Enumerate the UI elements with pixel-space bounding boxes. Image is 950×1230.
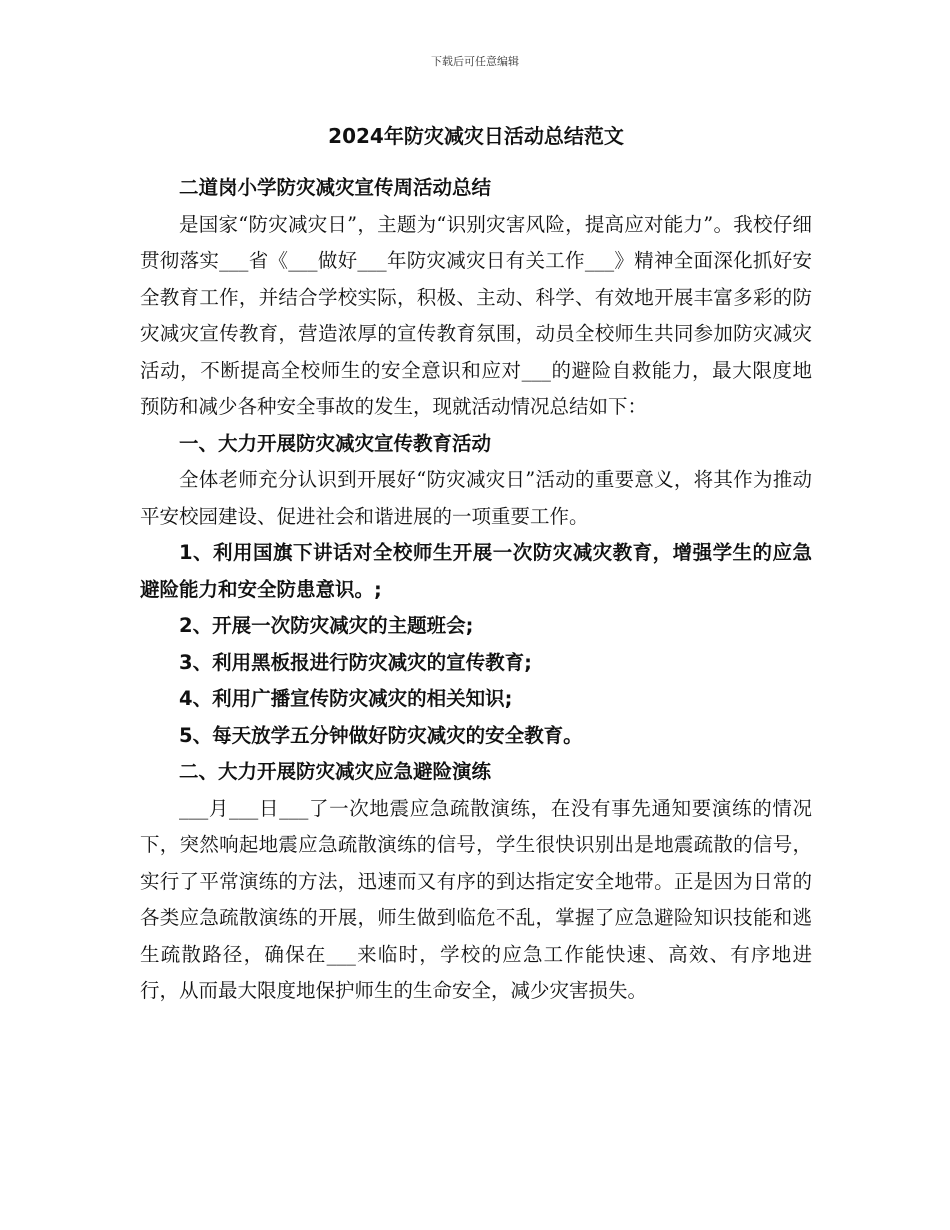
section1-item-1: 1、利用国旗下讲话对全校师生开展一次防灾减灾教育，增强学生的应急避险能力和安全防患意识。; — [140, 541, 812, 601]
section1-item-4: 4、利用广播宣传防灾减灾的相关知识; — [179, 687, 513, 710]
intro-paragraph: 是国家“防灾减灾日”，主题为“识别灾害风险，提高应对能力”。我校仔细贯彻落实___省《___做好___年防灾减灾日有关工作___》精神全面深化抓好安全教育工作，并结合学校实际，积极、主动、科学、有效地开展丰富多彩的防灾减灾宣传教育，营造浓厚的宣传教育氛围，动员全校师生共同参加防灾减灾活动，不断提高全校师生的安全意识和应对___的避险自救能力，最大限度地预防和减少各种安全事故的发生，现就活动情况总结如下： — [140, 212, 812, 418]
subtitle: 二道岗小学防灾减灾宣传周活动总结 — [179, 176, 492, 199]
section2-paragraph: ___月___日___了一次地震应急疏散演练，在没有事先通知要演练的情况下，突然响起地震应急疏散演练的信号，学生很快识别出是地震疏散的信号，实行了平常演练的方法，迅速而又有序的到达指定安全地带。正是因为日常的各类应急疏散演练的开展，师生做到临危不乱，掌握了应急避险知识技能和逃生疏散路径，确保在___来临时，学校的应急工作能快速、高效、有序地进行，从而最大限度地保护师生的生命安全，减少灾害损失。 — [140, 796, 812, 1002]
header-note: 下载后可任意编辑 — [431, 55, 519, 68]
section2-heading: 二、大力开展防灾减灾应急避险演练 — [179, 760, 492, 783]
document-body — [140, 118, 812, 1010]
section1-paragraph: 全体老师充分认识到开展好“防灾减灾日”活动的重要意义，将其作为推动平安校园建设、促进社会和谐进展的一项重要工作。 — [140, 468, 812, 528]
section1-item-3: 3、利用黑板报进行防灾减灾的宣传教育; — [179, 650, 532, 674]
section1-item-2: 2、开展一次防灾减灾的主题班会; — [179, 614, 474, 637]
section1-item-5: 5、每天放学五分钟做好防灾减灾的安全教育。 — [179, 723, 583, 747]
section1-heading: 一、大力开展防灾减灾宣传教育活动 — [179, 431, 492, 455]
document-title: 2024年防灾减灾日活动总结范文 — [328, 124, 624, 148]
